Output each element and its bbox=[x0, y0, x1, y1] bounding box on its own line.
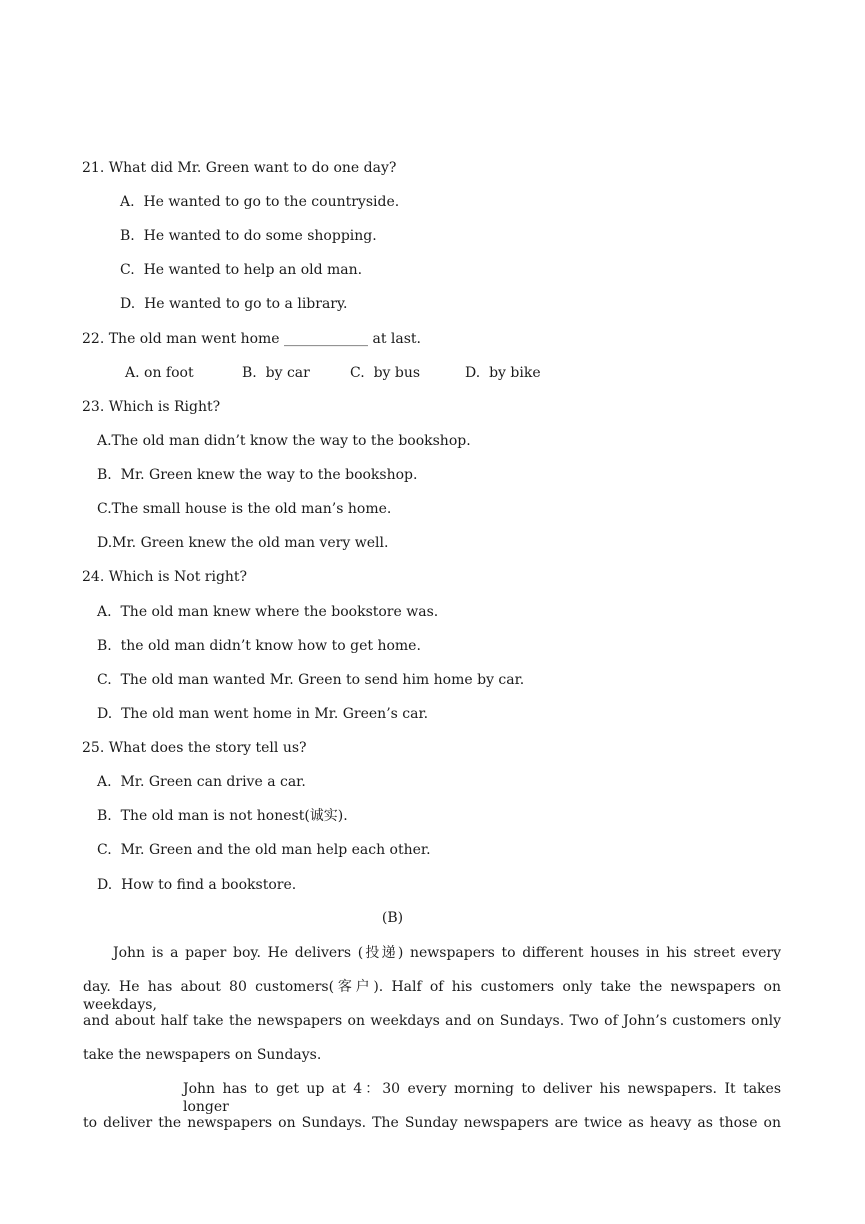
question-23-option-a: A.The old man didn’t know the way to the bookshop. bbox=[97, 433, 471, 449]
question-21-option-a: A. He wanted to go to the countryside. bbox=[120, 194, 400, 210]
question-23-option-d: D.Mr. Green knew the old man very well. bbox=[97, 535, 389, 551]
question-25-option-d: D. How to find a bookstore. bbox=[97, 877, 297, 893]
question-24-option-d: D. The old man went home in Mr. Green’s car. bbox=[97, 706, 429, 722]
question-21-option-b: B. He wanted to do some shopping. bbox=[120, 228, 377, 244]
question-25-option-c: C. Mr. Green and the old man help each other. bbox=[97, 842, 431, 858]
passage-line: day. He has about 80 customers(客户). Half of his customers only take the newspapers on weekdays, bbox=[83, 979, 781, 1013]
question-21-option-d: D. He wanted to go to a library. bbox=[120, 296, 348, 312]
question-21-stem: 21. What did Mr. Green want to do one day? bbox=[82, 160, 397, 176]
question-22-option-b: B. by car bbox=[242, 365, 310, 381]
question-24-option-c: C. The old man wanted Mr. Green to send him home by car. bbox=[97, 672, 525, 688]
question-24-option-a: A. The old man knew where the bookstore was. bbox=[97, 604, 439, 620]
question-22-option-d: D. by bike bbox=[465, 365, 541, 381]
question-21-option-c: C. He wanted to help an old man. bbox=[120, 262, 363, 278]
question-24-option-b: B. the old man didn’t know how to get home. bbox=[97, 638, 421, 654]
question-22-stem: 22. The old man went home ____________ at last. bbox=[82, 331, 421, 347]
question-22-option-a: A. on foot bbox=[125, 365, 194, 381]
question-23-option-b: B. Mr. Green knew the way to the bookshop. bbox=[97, 467, 418, 483]
question-22-option-c: C. by bus bbox=[350, 365, 421, 381]
question-25-option-b: B. The old man is not honest(诚实). bbox=[97, 808, 348, 824]
passage-line: John is a paper boy. He delivers (投递) newspapers to different houses in his street every bbox=[113, 945, 781, 961]
question-24-stem: 24. Which is Not right? bbox=[82, 569, 248, 585]
question-25-stem: 25. What does the story tell us? bbox=[82, 740, 307, 756]
section-b-heading: (B) bbox=[381, 910, 404, 926]
passage-line: take the newspapers on Sundays. bbox=[83, 1047, 322, 1063]
question-25-option-a: A. Mr. Green can drive a car. bbox=[97, 774, 306, 790]
passage-line: and about half take the newspapers on weekdays and on Sundays. Two of John’s customers only bbox=[83, 1013, 781, 1029]
passage-line: John has to get up at 4：30 every morning to deliver his newspapers. It takes longer bbox=[183, 1081, 781, 1115]
question-23-stem: 23. Which is Right? bbox=[82, 399, 221, 415]
question-23-option-c: C.The small house is the old man’s home. bbox=[97, 501, 392, 517]
passage-line: to deliver the newspapers on Sundays. The Sunday newspapers are twice as heavy as those on bbox=[83, 1115, 781, 1131]
